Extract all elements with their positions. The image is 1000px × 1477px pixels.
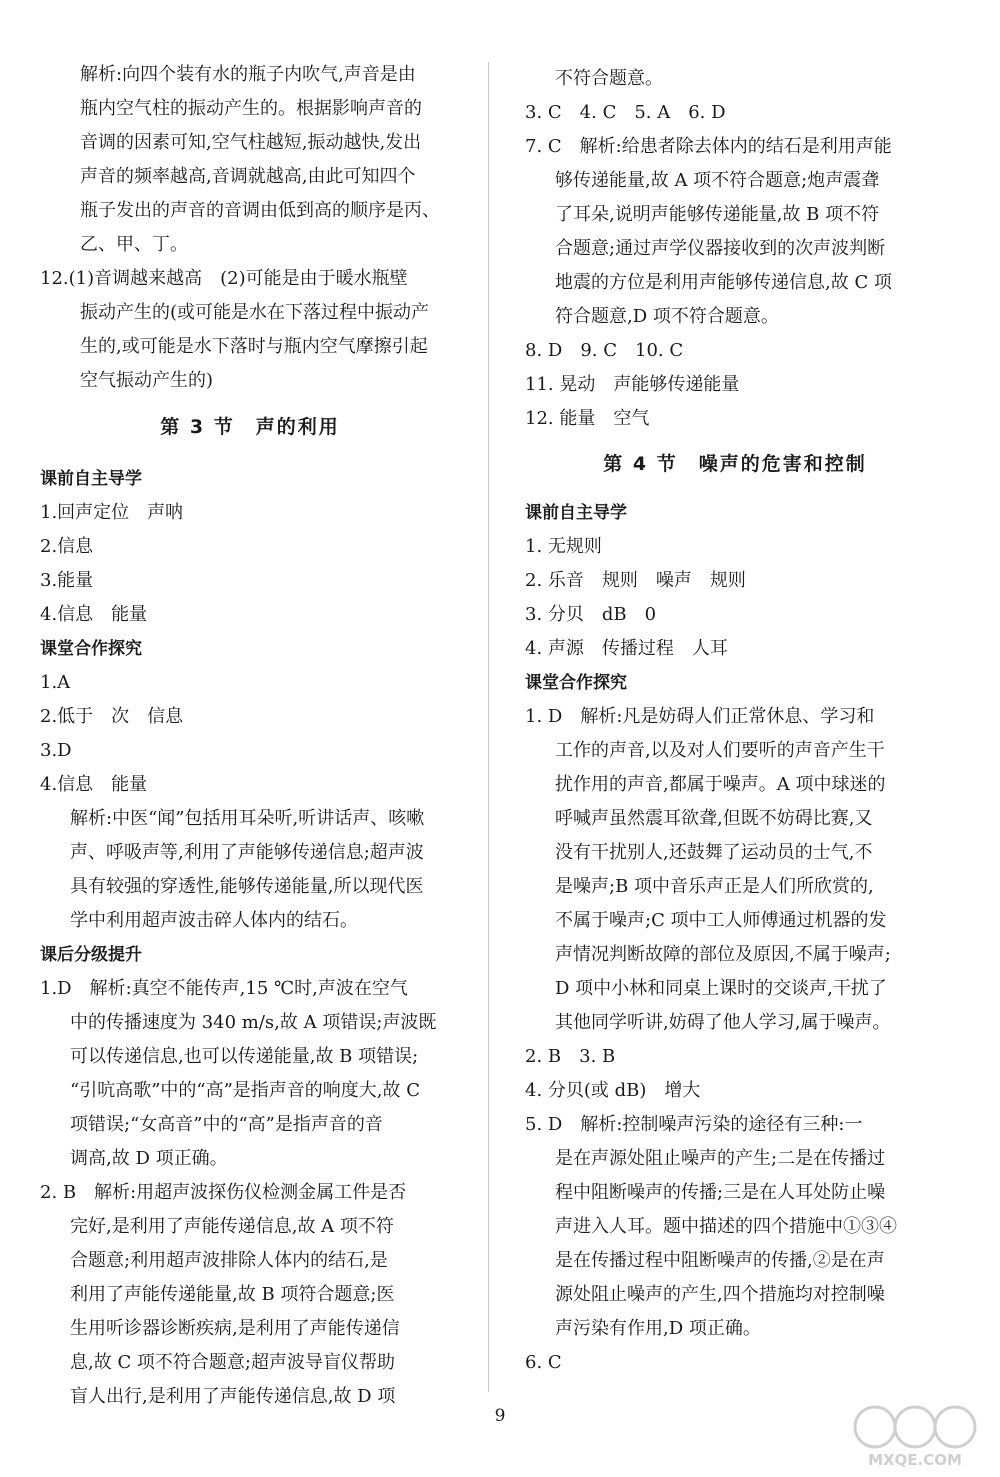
text-line: 1.A [40,672,71,693]
watermark-logo-icon [840,1401,990,1471]
section-title-3: 第 3 节 声的利用 [160,416,340,438]
text-line: 课后分级提升 [40,945,142,965]
text-line: 学中利用超声波击碎人体内的结石。 [70,910,358,931]
text-line: 课堂合作探究 [40,639,142,659]
text-line: 4.信息 能量 [40,774,148,795]
text-line: 具有较强的穿透性,能够传递能量,所以现代医 [70,876,424,897]
text-line: 利用了声能传递能量,故 B 项符合题意;医 [70,1284,395,1305]
text-line: 是在声源处阻止噪声的产生;二是在传播过 [555,1148,886,1169]
text-line: 4. 分贝(或 dB) 增大 [525,1080,701,1101]
text-line: 声音的频率越高,音调就越高,由此可知四个 [80,166,416,187]
text-line: 扰作用的声音,都属于噪声。A 项中球迷的 [555,774,886,795]
text-line: 声污染有作用,D 项正确。 [555,1318,761,1339]
text-line: 源处阻止噪声的产生,四个措施均对控制噪 [555,1284,885,1305]
text-line: 3. C 4. C 5. A 6. D [525,102,726,123]
text-line: 调高,故 D 项正确。 [70,1148,228,1169]
text-line: 3.D [40,740,72,761]
left-top-block [40,58,460,398]
text-line: 2. B 3. B [525,1046,616,1067]
text-line: 1. D 解析:凡是妨碍人们正常休息、学习和 [525,706,875,727]
text-line: 2. B 解析:用超声波探伤仪检测金属工件是否 [40,1182,407,1203]
text-line: 其他同学听讲,妨碍了他人学习,属于噪声。 [555,1012,891,1033]
text-line: 项错误;“女高音”中的“高”是指声音的音 [70,1114,383,1135]
text-line: 不符合题意。 [555,68,663,89]
text-line: 程中阻断噪声的传播;三是在人耳处防止噪 [555,1182,886,1203]
text-line: 地震的方位是利用声能够传递信息,故 C 项 [555,272,892,293]
text-line: 瓶子发出的声音的音调由低到高的顺序是丙、 [80,200,440,221]
text-line: 乙、甲、丁。 [80,234,188,255]
text-line: 不属于噪声;C 项中工人师傅通过机器的发 [555,910,887,931]
text-line: 合题意;利用超声波排除人体内的结石,是 [70,1250,388,1271]
text-line: 课堂合作探究 [525,673,627,693]
text-line: 4. 声源 传播过程 人耳 [525,638,728,659]
text-line: 中的传播速度为 340 m/s,故 A 项错误;声波既 [70,1012,437,1033]
text-line: 没有干扰别人,还鼓舞了运动员的士气,不 [555,842,873,863]
right-top-block [525,62,945,436]
text-line: 1.D 解析:真空不能传声,15 ℃时,声波在空气 [40,978,408,999]
text-line: D 项中小林和同桌上课时的交谈声,干扰了 [555,978,887,999]
text-line: 5. D 解析:控制噪声污染的途径有三种:一 [525,1114,863,1135]
text-line: 1.回声定位 声呐 [40,502,184,523]
text-line: 瓶内空气柱的振动产生的。根据影响声音的 [80,98,422,119]
text-line: 2.信息 [40,536,94,557]
text-line: 3. 分贝 dB 0 [525,604,657,625]
text-line: 生的,或可能是水下落时与瓶内空气摩擦引起 [80,336,428,357]
text-line: 8. D 9. C 10. C [525,340,684,361]
text-line: 声情况判断故障的部位及原因,不属于噪声; [555,944,891,965]
text-line: 声进入人耳。题中描述的四个措施中①③④ [555,1216,897,1237]
text-line: 空气振动产生的) [80,370,214,391]
text-line: 课前自主导学 [525,503,627,523]
text-line: 是噪声;B 项中音乐声正是人们所欣赏的, [555,876,874,897]
text-line: 呼喊声虽然震耳欲聋,但既不妨碍比赛,又 [555,808,873,829]
text-line: 2. 乐音 规则 噪声 规则 [525,570,746,591]
text-line: 振动产生的(或可能是水在下落过程中振动产 [80,302,430,323]
section-title-4: 第 4 节 噪声的危害和控制 [603,453,867,475]
column-divider [488,62,489,1392]
text-line: 声、呼吸声等,利用了声能够传递信息;超声波 [70,842,424,863]
text-line: 1. 无规则 [525,536,602,557]
text-line: “引吭高歌”中的“高”是指声音的响度大,故 C [70,1080,421,1101]
text-line: 盲人出行,是利用了声能传递信息,故 D 项 [70,1386,396,1407]
left-section-block [40,462,460,1414]
text-line: 生用听诊器诊断疾病,是利用了声能传递信 [70,1318,400,1339]
text-line: 解析:向四个装有水的瓶子内吹气,声音是由 [80,64,416,85]
text-line: 完好,是利用了声能传递信息,故 A 项不符 [70,1216,394,1237]
watermark-text: MXQE.COM [868,1451,962,1469]
right-section-block [525,496,945,1380]
text-line: 合题意;通过声学仪器接收到的次声波判断 [555,238,886,259]
text-line: 是在传播过程中阻断噪声的传播,②是在声 [555,1250,885,1271]
text-line: 6. C [525,1352,562,1373]
text-line: 12. 能量 空气 [525,408,650,429]
page-number: 9 [494,1406,506,1426]
text-line: 工作的声音,以及对人们要听的声音产生干 [555,740,885,761]
text-line: 12.(1)音调越来越高 (2)可能是由于暖水瓶壁 [40,268,408,289]
text-line: 符合题意,D 项不符合题意。 [555,306,779,327]
text-line: 3.能量 [40,570,94,591]
text-line: 4.信息 能量 [40,604,148,625]
text-line: 够传递能量,故 A 项不符合题意;炮声震聋 [555,170,880,191]
text-line: 11. 晃动 声能够传递能量 [525,374,740,395]
text-line: 课前自主导学 [40,469,142,489]
text-line: 音调的因素可知,空气柱越短,振动越快,发出 [80,132,422,153]
text-line: 解析:中医“闻”包括用耳朵听,听讲话声、咳嗽 [70,808,425,829]
text-line: 了耳朵,说明声能够传递能量,故 B 项不符 [555,204,880,225]
text-line: 7. C 解析:给患者除去体内的结石是利用声能 [525,136,892,157]
text-line: 2.低于 次 信息 [40,706,184,727]
text-line: 息,故 C 项不符合题意;超声波导盲仪帮助 [70,1352,396,1373]
text-line: 可以传递信息,也可以传递能量,故 B 项错误; [70,1046,419,1067]
